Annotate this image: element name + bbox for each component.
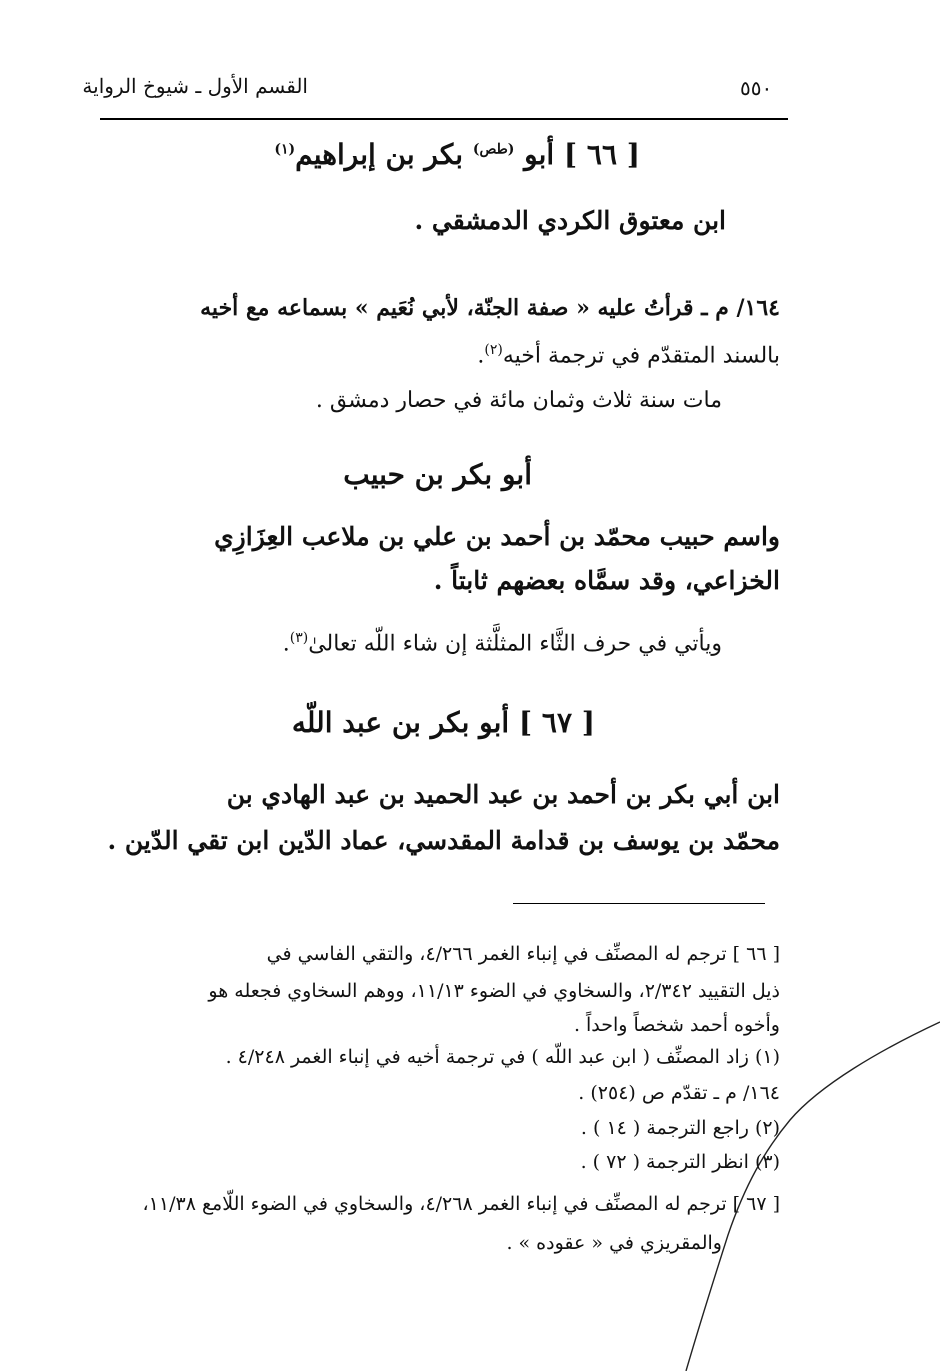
footnote-67-line-2: والمقريزي في « عقوده » . [506, 1232, 722, 1254]
footnote-66-line-1: [ ٦٦ ] ترجم له المصنِّف في إنباء الغمر ٤/٢٦٦، والتقي الفاسي في [266, 943, 780, 965]
entry-67-line-2: محمّد بن يوسف بن قدامة المقدسي، عماد الدّين ابن تقي الدّين . [107, 826, 780, 855]
running-header-title: القسم الأول ـ شيوخ الرواية [82, 74, 308, 98]
footnote-ref-1: (١) [274, 141, 296, 158]
entry-67-line-1: ابن أبي بكر بن أحمد بن عبد الحميد بن عبد الهادي بن [226, 780, 780, 809]
narration-164-line-3: مات سنة ثلاث وثمان مائة في حصار دمشق . [315, 388, 722, 413]
entry-67-title: [ ٦٧ ] أبو بكر بن عبد اللّه [291, 706, 595, 739]
footnote-66-line-3: وأخوه أحمد شخصاً واحداً . [573, 1014, 780, 1036]
footnote-3: (٣) انظر الترجمة ( ٧٢ ) . [580, 1151, 780, 1173]
page-number: ٥٥٠ [740, 76, 773, 100]
footnote-164: ١٦٤/ م ـ تقدّم ص (٢٥٤) . [578, 1082, 780, 1104]
entry-habib-line-1: واسم حبيب محمّد بن أحمد بن علي بن ملاعب العِزَازِي [214, 522, 780, 551]
narration-164-end: . [477, 343, 485, 369]
footnote-67-line-1: [ ٦٧ ] ترجم له المصنِّف في إنباء الغمر ٤/٢٦٨، والسخاوي في الضوء اللّامع ١١/٣٨، [142, 1193, 780, 1215]
entry-66-line-1: ابن معتوق الكردي الدمشقي . [414, 206, 726, 235]
footnote-2: (٢) راجع الترجمة ( ١٤ ) . [580, 1117, 780, 1139]
entry-habib-note-end: . [282, 631, 290, 657]
footnote-ref-2: (٢) [484, 342, 503, 358]
entry-habib-note-text: ويأتي في حرف الثَّاء المثلَّثة إن شاء اللّه تعالىٰ [308, 631, 722, 657]
entry-66-mark: (طص) [472, 141, 515, 158]
entry-habib-title: أبو بكر بن حبيب [343, 458, 532, 491]
footnote-1: (١) زاد المصنِّف ( ابن عبد اللّه ) في ترجمة أخيه في إنباء الغمر ٤/٢٤٨ . [225, 1046, 780, 1068]
entry-66-number: [ ٦٦ ] أبو [524, 138, 640, 171]
narration-164-line-1: ١٦٤/ م ـ قرأتُ عليه « صفة الجنّة، لأبي نُعَيم » بسماعه مع أخيه [200, 295, 780, 321]
footnote-66-line-2: ذيل التقييد ٢/٣٤٢، والسخاوي في الضوء ١١/١٣، ووهم السخاوي فجعله هو [208, 980, 780, 1002]
entry-habib-line-2: الخزاعي، وقد سمَّاه بعضهم ثابتاً . [433, 566, 780, 595]
entry-66-name: بكر بن إبراهيم [295, 138, 464, 171]
narration-164-text: بالسند المتقدّم في ترجمة أخيه [502, 343, 780, 369]
footnote-ref-3: (٣) [289, 630, 309, 646]
